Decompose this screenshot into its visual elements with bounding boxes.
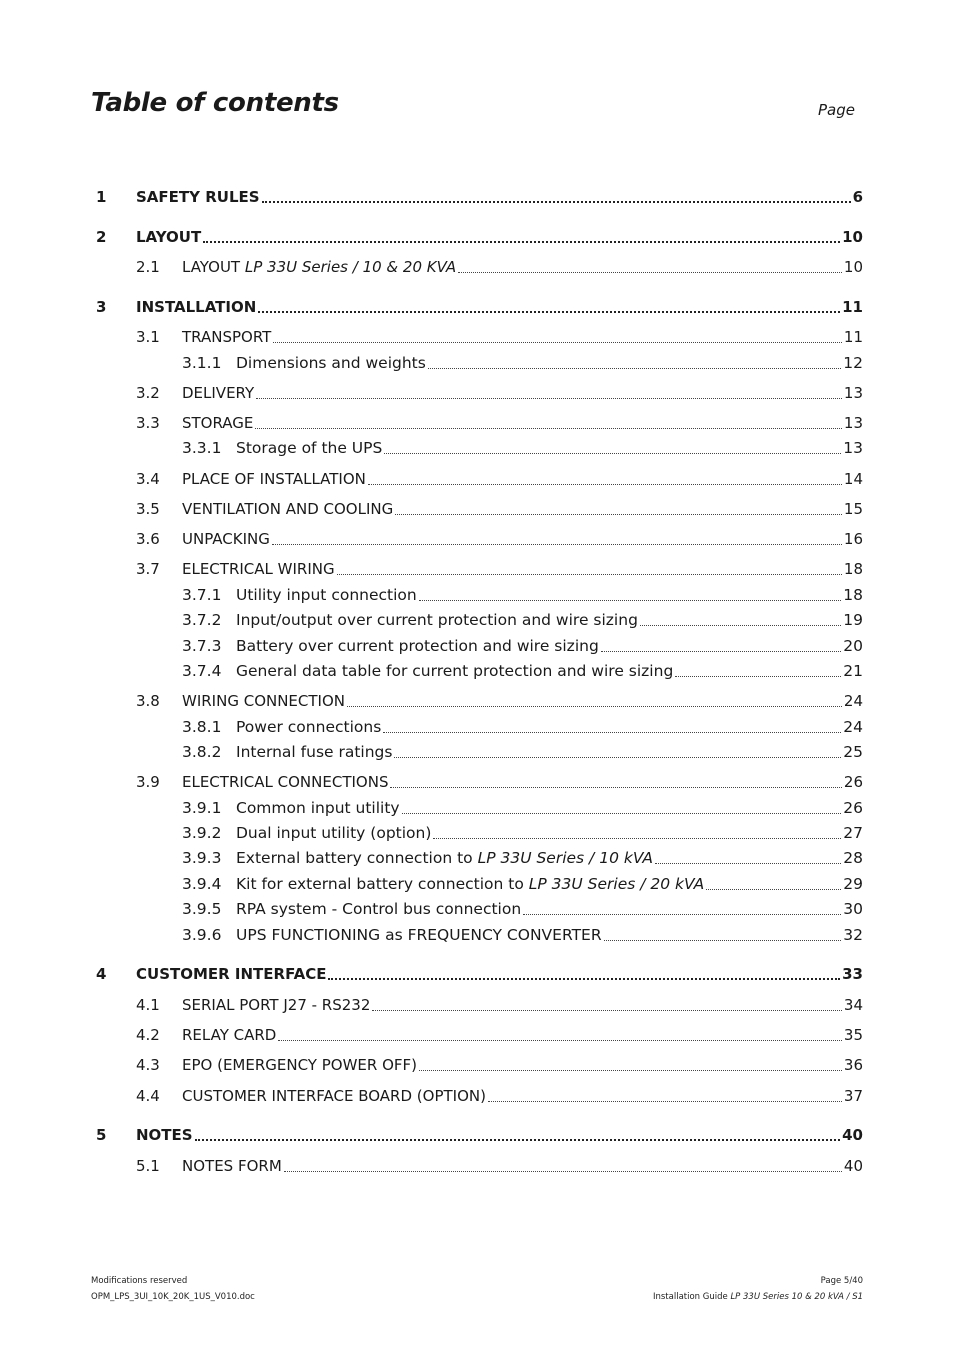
dot-leader [284,1171,842,1172]
footer-document-title-prefix: Installation Guide [652,1292,731,1302]
toc-entry-label: PLACE OF INSTALLATION [182,470,366,488]
toc-entry-text [182,384,863,402]
toc-entry-label: Battery over current protection and wire sizing [236,637,599,655]
toc-entry-label: RELAY CARD [182,1026,277,1044]
dot-leader [256,398,842,399]
dot-leader [262,201,851,203]
toc-entry-page-number: 11 [843,328,863,346]
toc-entry-label: RPA system - Control bus connection [236,900,522,918]
dot-leader [390,787,841,788]
dot-leader [272,544,842,545]
dot-leader [655,863,841,864]
toc-entry-page-number: 13 [843,384,863,402]
toc-entry-label: Input/output over current protection and wire sizing [236,611,638,629]
toc-entry-text [236,637,863,655]
toc-entry-text [182,258,863,276]
toc-entry-page-number: 14 [843,470,863,488]
toc-entry-page-number: 18 [843,586,863,604]
footer-filename: OPM_LPS_3UI_10K_20K_1US_V010.doc [91,1292,255,1302]
toc-entry-number: 3.7 [136,560,160,578]
toc-entry-number: 3.9.4 [182,875,222,893]
toc-entry-number: 3.9.5 [182,900,222,918]
toc-entry-label: ELECTRICAL WIRING [182,560,335,578]
toc-entry-level1[interactable] [0,224,954,248]
toc-entry-level3[interactable] [0,658,954,682]
toc-entry-text [236,586,863,604]
dot-leader [203,241,840,243]
toc-entry-label: VENTILATION AND COOLING [182,500,394,518]
toc-entry-text [136,188,863,206]
toc-entry-level3[interactable] [0,795,954,819]
dot-leader [458,272,842,273]
toc-entry-number: 3.9 [136,773,160,791]
toc-entry-text [136,298,863,316]
toc-entry-page-number: 24 [843,718,863,736]
toc-entry-label: DELIVERY [182,384,255,402]
toc-entry-level3[interactable] [0,350,954,374]
toc-entry-number: 3.8.1 [182,718,222,736]
footer-modifications: Modifications reserved [91,1276,188,1286]
dot-leader [428,368,841,369]
toc-entry-page-number: 10 [842,228,863,246]
dot-leader [419,1070,842,1071]
toc-entry-number: 3.3.1 [182,439,222,457]
toc-entry-level3[interactable] [0,896,954,920]
dot-leader [523,914,841,915]
toc-entry-level3[interactable] [0,845,954,869]
toc-entry-label: WIRING CONNECTION [182,692,346,710]
toc-entry-page-number: 10 [843,258,863,276]
toc-entry-page-number: 37 [843,1087,863,1105]
toc-entry-page-number: 40 [842,1126,863,1144]
toc-entry-label: UPS FUNCTIONING as FREQUENCY CONVERTER [236,926,602,944]
toc-entry-text [236,718,863,736]
toc-entry-label-italic: LP 33U Series / 10 kVA [477,849,653,867]
toc-entry-text [236,743,863,761]
page-title: Table of contents [91,88,339,118]
toc-entry-level3[interactable] [0,633,954,657]
toc-entry-text [136,1126,863,1144]
toc-entry-level1[interactable] [0,184,954,208]
toc-entry-page-number: 34 [843,996,863,1014]
toc-entry-number: 3.1 [136,328,160,346]
toc-entry-level2[interactable] [0,380,954,404]
toc-entry-level2[interactable] [0,496,954,520]
toc-entry-page-number: 15 [843,500,863,518]
dot-leader [372,1010,842,1011]
toc-entry-level2[interactable] [0,1153,954,1177]
toc-entry-page-number: 13 [843,414,863,432]
toc-entry-text [236,611,863,629]
toc-entry-number: 2.1 [136,258,160,276]
dot-leader [675,676,841,677]
toc-entry-text [236,799,863,817]
toc-entry-page-number: 11 [842,298,863,316]
toc-entry-text [182,470,863,488]
toc-entry-label: NOTES [136,1126,193,1144]
toc-entry-number: 3.3 [136,414,160,432]
toc-entry-page-number: 26 [843,773,863,791]
toc-entry-page-number: 40 [843,1157,863,1175]
toc-entry-page-number: 25 [843,743,863,761]
toc-entry-number: 3.9.6 [182,926,222,944]
toc-entry-level2[interactable] [0,556,954,580]
toc-entry-text [182,773,863,791]
toc-entry-text [236,926,863,944]
toc-entry-text [236,849,863,867]
toc-entry-number: 3 [96,298,107,316]
dot-leader [278,1040,842,1041]
toc-entry-page-number: 30 [843,900,863,918]
page-column-label: Page [818,101,855,119]
dot-leader [488,1101,842,1102]
dot-leader [383,732,841,733]
toc-entry-page-number: 26 [843,799,863,817]
toc-entry-number: 3.6 [136,530,160,548]
toc-entry-level3[interactable] [0,820,954,844]
toc-entry-text [182,328,863,346]
toc-entry-text [136,965,863,983]
toc-entry-page-number: 6 [852,188,863,206]
toc-entry-number: 4 [96,965,107,983]
toc-entry-level2[interactable] [0,1083,954,1107]
toc-entry-number: 1 [96,188,107,206]
dot-leader [706,889,841,890]
toc-entry-page-number: 27 [843,824,863,842]
toc-entry-level2[interactable] [0,769,954,793]
toc-entry-number: 3.2 [136,384,160,402]
toc-entry-page-number: 13 [843,439,863,457]
toc-entry-label: Common input utility [236,799,400,817]
toc-entry-label: SAFETY RULES [136,188,260,206]
toc-entry-label: Power connections [236,718,382,736]
toc-entry-level2[interactable] [0,526,954,550]
dot-leader [433,838,841,839]
toc-entry-text [182,1087,863,1105]
dot-leader [258,311,840,313]
toc-entry-label: Dual input utility (option) [236,824,432,842]
toc-entry-label: EPO (EMERGENCY POWER OFF) [182,1056,417,1074]
toc-entry-level2[interactable] [0,254,954,278]
toc-entry-number: 3.9.3 [182,849,222,867]
toc-entry-text [182,530,863,548]
toc-entry-text [182,1026,863,1044]
toc-entry-number: 3.4 [136,470,160,488]
toc-entry-text [182,1157,863,1175]
dot-leader [402,813,842,814]
toc-entry-label: SERIAL PORT J27 - RS232 [182,996,371,1014]
toc-entry-label: Utility input connection [236,586,417,604]
toc-entry-level3[interactable] [0,435,954,459]
toc-entry-level1[interactable] [0,961,954,985]
dot-leader [395,514,842,515]
toc-entry-level2[interactable] [0,688,954,712]
toc-entry-number: 4.1 [136,996,160,1014]
toc-entry-label: Kit for external battery connection to [236,875,529,893]
toc-entry-number: 5 [96,1126,107,1144]
toc-entry-page-number: 12 [843,354,863,372]
toc-entry-level2[interactable] [0,1052,954,1076]
toc-entry-number: 2 [96,228,107,246]
toc-entry-label: LAYOUT [182,258,245,276]
toc-entry-text [136,228,863,246]
toc-entry-number: 3.9.1 [182,799,222,817]
toc-entry-page-number: 33 [842,965,863,983]
toc-entry-level3[interactable] [0,871,954,895]
toc-entry-page-number: 29 [843,875,863,893]
dot-leader [273,342,842,343]
dot-leader [337,574,842,575]
toc-entry-text [182,414,863,432]
toc-entry-level2[interactable] [0,1022,954,1046]
toc-entry-number: 4.2 [136,1026,160,1044]
dot-leader [604,940,842,941]
toc-entry-level3[interactable] [0,922,954,946]
toc-entry-text [182,692,863,710]
toc-entry-label-italic: LP 33U Series / 20 kVA [528,875,705,893]
toc-entry-label: NOTES FORM [182,1157,282,1175]
toc-entry-text [236,900,863,918]
toc-entry-level3[interactable] [0,739,954,763]
toc-entry-label: CUSTOMER INTERFACE [136,965,327,983]
toc-entry-number: 3.7.2 [182,611,222,629]
toc-entry-page-number: 35 [843,1026,863,1044]
dot-leader [384,453,841,454]
dot-leader [328,978,840,980]
toc-entry-number: 3.9.2 [182,824,222,842]
toc-entry-text [182,1056,863,1074]
toc-entry-number: 3.1.1 [182,354,222,372]
toc-entry-label: CUSTOMER INTERFACE BOARD (OPTION) [182,1087,486,1105]
toc-entry-text [236,875,863,893]
toc-entry-number: 3.7.3 [182,637,222,655]
toc-entry-number: 5.1 [136,1157,160,1175]
toc-entry-number: 3.7.1 [182,586,222,604]
toc-entry-level2[interactable] [0,410,954,434]
toc-entry-level2[interactable] [0,466,954,490]
toc-entry-text [236,439,863,457]
toc-entry-level1[interactable] [0,294,954,318]
toc-entry-label: ELECTRICAL CONNECTIONS [182,773,389,791]
toc-entry-page-number: 19 [843,611,863,629]
toc-entry-level1[interactable] [0,1122,954,1146]
toc-entry-page-number: 21 [843,662,863,680]
toc-entry-number: 3.7.4 [182,662,222,680]
toc-entry-number: 3.5 [136,500,160,518]
toc-entry-label: TRANSPORT [182,328,272,346]
dot-leader [419,600,842,601]
toc-entry-text [182,996,863,1014]
dot-leader [255,428,842,429]
toc-entry-text [236,662,863,680]
toc-entry-page-number: 32 [843,926,863,944]
toc-entry-number: 3.8.2 [182,743,222,761]
toc-entry-text [236,824,863,842]
toc-entry-number: 3.8 [136,692,160,710]
dot-leader [195,1139,841,1141]
dot-leader [640,625,841,626]
toc-entry-label: UNPACKING [182,530,270,548]
toc-entry-label: External battery connection to [236,849,478,867]
footer-document-title [653,1292,863,1302]
toc-entry-page-number: 16 [843,530,863,548]
toc-entry-text [182,560,863,578]
toc-entry-page-number: 20 [843,637,863,655]
toc-entry-number: 4.4 [136,1087,160,1105]
toc-entry-page-number: 18 [843,560,863,578]
toc-entry-number: 4.3 [136,1056,160,1074]
footer-document-title-italic: LP 33U Series 10 & 20 kVA / S1 [730,1292,863,1302]
toc-entry-label: LAYOUT [136,228,202,246]
toc-entry-level3[interactable] [0,582,954,606]
toc-entry-text [236,354,863,372]
footer-page-number: Page 5/40 [820,1276,863,1286]
toc-entry-label: STORAGE [182,414,254,432]
toc-entry-page-number: 36 [843,1056,863,1074]
toc-entry-level2[interactable] [0,324,954,348]
dot-leader [368,484,842,485]
toc-entry-label-italic: LP 33U Series / 10 & 20 KVA [244,258,457,276]
dot-leader [601,651,841,652]
toc-entry-level3[interactable] [0,714,954,738]
toc-entry-page-number: 28 [843,849,863,867]
toc-entry-label: Internal fuse ratings [236,743,393,761]
toc-entry-label: Dimensions and weights [236,354,426,372]
toc-entry-text [182,500,863,518]
dot-leader [394,757,841,758]
toc-entry-label: INSTALLATION [136,298,257,316]
toc-entry-label: General data table for current protection and wire sizing [236,662,674,680]
toc-entry-page-number: 24 [843,692,863,710]
dot-leader [347,706,842,707]
toc-entry-level2[interactable] [0,992,954,1016]
toc-entry-label: Storage of the UPS [236,439,383,457]
toc-entry-level3[interactable] [0,607,954,631]
